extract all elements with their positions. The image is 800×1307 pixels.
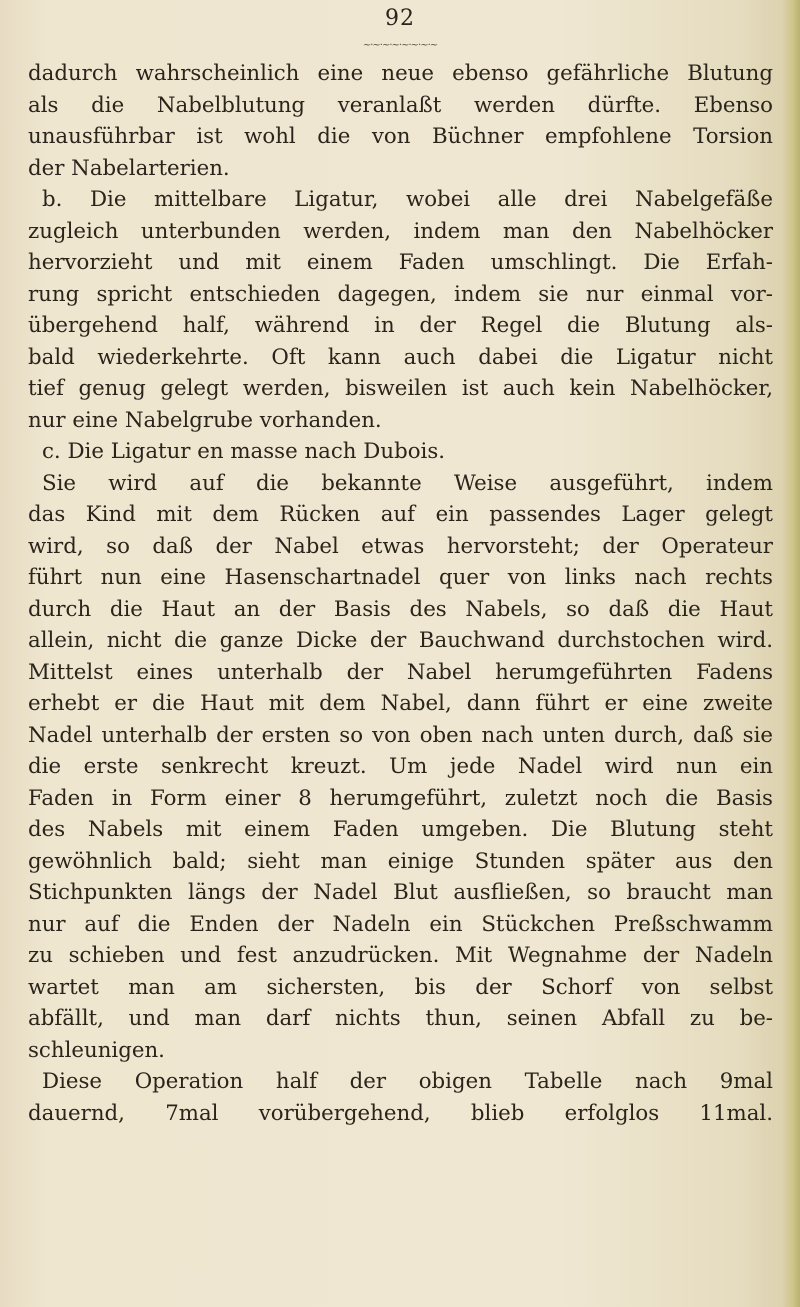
text-line: Mittelst eines unterhalb der Nabel herumgeführten Fadens <box>28 659 773 685</box>
text-line: durch die Haut an der Basis des Nabels, so daß die Haut <box>28 596 773 622</box>
text-line: hervorzieht und mit einem Faden umschlingt. Die Erfah- <box>28 250 773 275</box>
text-line: rung spricht entschieden dagegen, indem sie nur einmal vor- <box>28 281 773 307</box>
text-line: Faden in Form einer 8 herumgeführt, zuletzt noch die Basis <box>28 785 773 811</box>
text-line: die erste senkrecht kreuzt. Um jede Nadel wird nun ein <box>28 754 773 779</box>
text-line: Nadel unterhalb der ersten so von oben nach unten durch, daß sie <box>28 722 773 748</box>
text-line: der Nabelarterien. <box>28 155 230 181</box>
text-line: als die Nabelblutung veranlaßt werden dürfte. Ebenso <box>28 92 773 118</box>
text-line: zugleich unterbunden werden, indem man den Nabelhöcker <box>28 218 773 244</box>
text-line: bald wiederkehrte. Oft kann auch dabei die Ligatur nicht <box>28 344 773 370</box>
text-line: erhebt er die Haut mit dem Nabel, dann führt er eine zweite <box>28 691 773 716</box>
text-line: gewöhnlich bald; sieht man einige Stunden später aus den <box>28 848 773 874</box>
text-line: führt nun eine Hasenschartnadel quer von links nach rechts <box>28 565 773 590</box>
header-ornament: ~·~·~·~·~·~·~·~ <box>362 40 438 51</box>
text-line: dauernd, 7mal vorübergehend, blieb erfolglos 11mal. <box>28 1100 773 1126</box>
text-line: b. Die mittelbare Ligatur, wobei alle drei Nabelgefäße <box>42 187 773 212</box>
text-line: Sie wird auf die bekannte Weise ausgeführt, indem <box>42 470 773 496</box>
text-line: Diese Operation half der obigen Tabelle nach 9mal <box>42 1069 773 1094</box>
page-edge-shadow <box>782 0 800 1307</box>
text-line: abfällt, und man darf nichts thun, seinen Abfall zu be- <box>28 1006 773 1031</box>
text-line: unausführbar ist wohl die von Büchner empfohlene Torsion <box>28 124 773 149</box>
text-line: schleunigen. <box>28 1037 165 1063</box>
text-line: das Kind mit dem Rücken auf ein passendes Lager gelegt <box>28 502 773 527</box>
text-line: nur auf die Enden der Nadeln ein Stückchen Preßschwamm <box>28 911 773 937</box>
text-line: wird, so daß der Nabel etwas hervorsteht; der Operateur <box>28 533 773 559</box>
text-line: übergehend half, während in der Regel die Blutung als- <box>28 313 773 338</box>
text-line: zu schieben und fest anzudrücken. Mit Wegnahme der Nadeln <box>28 943 773 968</box>
page-number: 92 <box>385 6 415 31</box>
text-line: tief genug gelegt werden, bisweilen ist auch kein Nabelhöcker, <box>28 376 773 401</box>
text-line: nur eine Nabelgrube vorhanden. <box>28 407 382 433</box>
text-line: dadurch wahrscheinlich eine neue ebenso gefährliche Blutung <box>28 61 773 86</box>
text-line: des Nabels mit einem Faden umgeben. Die Blutung steht <box>28 817 773 842</box>
text-line: wartet man am sichersten, bis der Schorf von selbst <box>28 974 773 1000</box>
text-line: c. Die Ligatur en masse nach Dubois. <box>42 439 446 464</box>
body-text <box>28 58 773 1129</box>
text-line: Stichpunkten längs der Nadel Blut ausfließen, so braucht man <box>28 880 773 905</box>
text-line: allein, nicht die ganze Dicke der Bauchwand durchstochen wird. <box>28 628 773 653</box>
